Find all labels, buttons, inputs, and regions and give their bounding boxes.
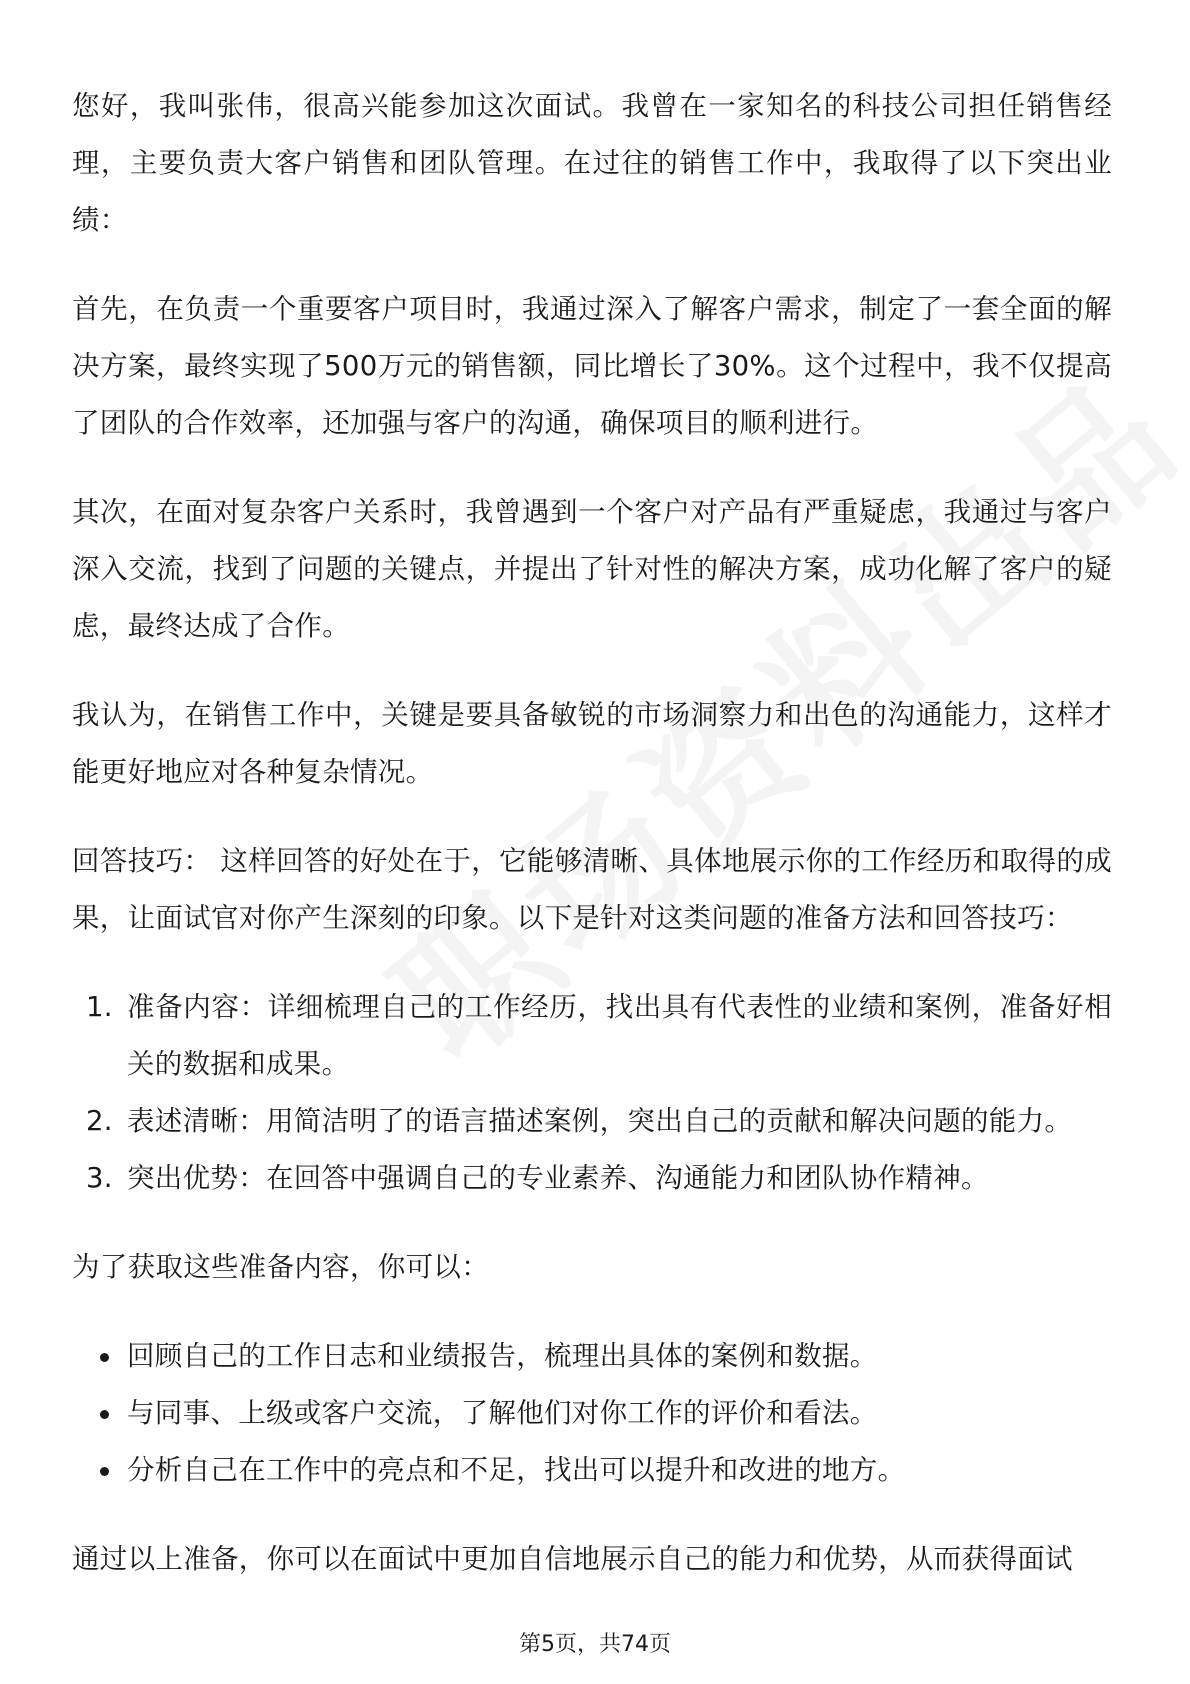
list-item: [72, 1150, 1112, 1207]
paragraph-opinion: 我认为，在销售工作中，关键是要具备敏锐的市场洞察力和出色的沟通能力，这样才能更好地应对各种复杂情况。: [72, 699, 1112, 788]
list-number: 1.: [86, 991, 113, 1023]
list-item-text: 表述清晰：用简洁明了的语言描述案例，突出自己的贡献和解决问题的能力。: [127, 1105, 1073, 1137]
paragraph-tips: 回答技巧： 这样回答的好处在于，它能够清晰、具体地展示你的工作经历和取得的成果，让面试官对你产生深刻的印象。以下是针对这类问题的准备方法和回答技巧：: [72, 845, 1112, 934]
bullet-item: [72, 1328, 1112, 1385]
list-number: 3.: [86, 1162, 113, 1194]
document-body: [72, 78, 1112, 1588]
bullet-icon: [100, 1410, 109, 1419]
list-item-text: 准备内容：详细梳理自己的工作经历，找出具有代表性的业绩和案例，准备好相关的数据和成果。: [127, 991, 1112, 1080]
paragraph-first: 首先，在负责一个重要客户项目时，我通过深入了解客户需求，制定了一套全面的解决方案，最终实现了500万元的销售额，同比增长了30%。这个过程中，我不仅提高了团队的合作效率，还加强与客户的沟通，确保项目的顺利进行。: [72, 293, 1112, 439]
numbered-list: [72, 979, 1112, 1207]
paragraph-second: 其次，在面对复杂客户关系时，我曾遇到一个客户对产品有严重疑虑，我通过与客户深入交流，找到了问题的关键点，并提出了针对性的解决方案，成功化解了客户的疑虑，最终达成了合作。: [72, 496, 1112, 642]
bullet-item: [72, 1442, 1112, 1499]
bullet-list: [72, 1328, 1112, 1499]
paragraph-lead-in: 为了获取这些准备内容，你可以：: [72, 1251, 489, 1283]
list-item-text: 突出优势：在回答中强调自己的专业素养、沟通能力和团队协作精神。: [127, 1162, 989, 1194]
bullet-icon: [100, 1467, 109, 1476]
bullet-text: 回顾自己的工作日志和业绩报告，梳理出具体的案例和数据。: [127, 1340, 878, 1372]
list-item: [72, 1093, 1112, 1150]
paragraph-closing: 通过以上准备，你可以在面试中更加自信地展示自己的能力和优势，从而获得面试: [72, 1543, 1073, 1575]
bullet-text: 分析自己在工作中的亮点和不足，找出可以提升和改进的地方。: [127, 1454, 906, 1486]
bullet-item: [72, 1385, 1112, 1442]
bullet-icon: [100, 1353, 109, 1362]
page-number-footer: 第5页，共74页: [519, 1632, 671, 1657]
bullet-text: 与同事、上级或客户交流，了解他们对你工作的评价和看法。: [127, 1397, 878, 1429]
paragraph-intro: 您好，我叫张伟，很高兴能参加这次面试。我曾在一家知名的科技公司担任销售经理，主要负责大客户销售和团队管理。在过往的销售工作中，我取得了以下突出业绩：: [72, 90, 1112, 236]
list-number: 2.: [86, 1105, 113, 1137]
list-item: [72, 979, 1112, 1093]
